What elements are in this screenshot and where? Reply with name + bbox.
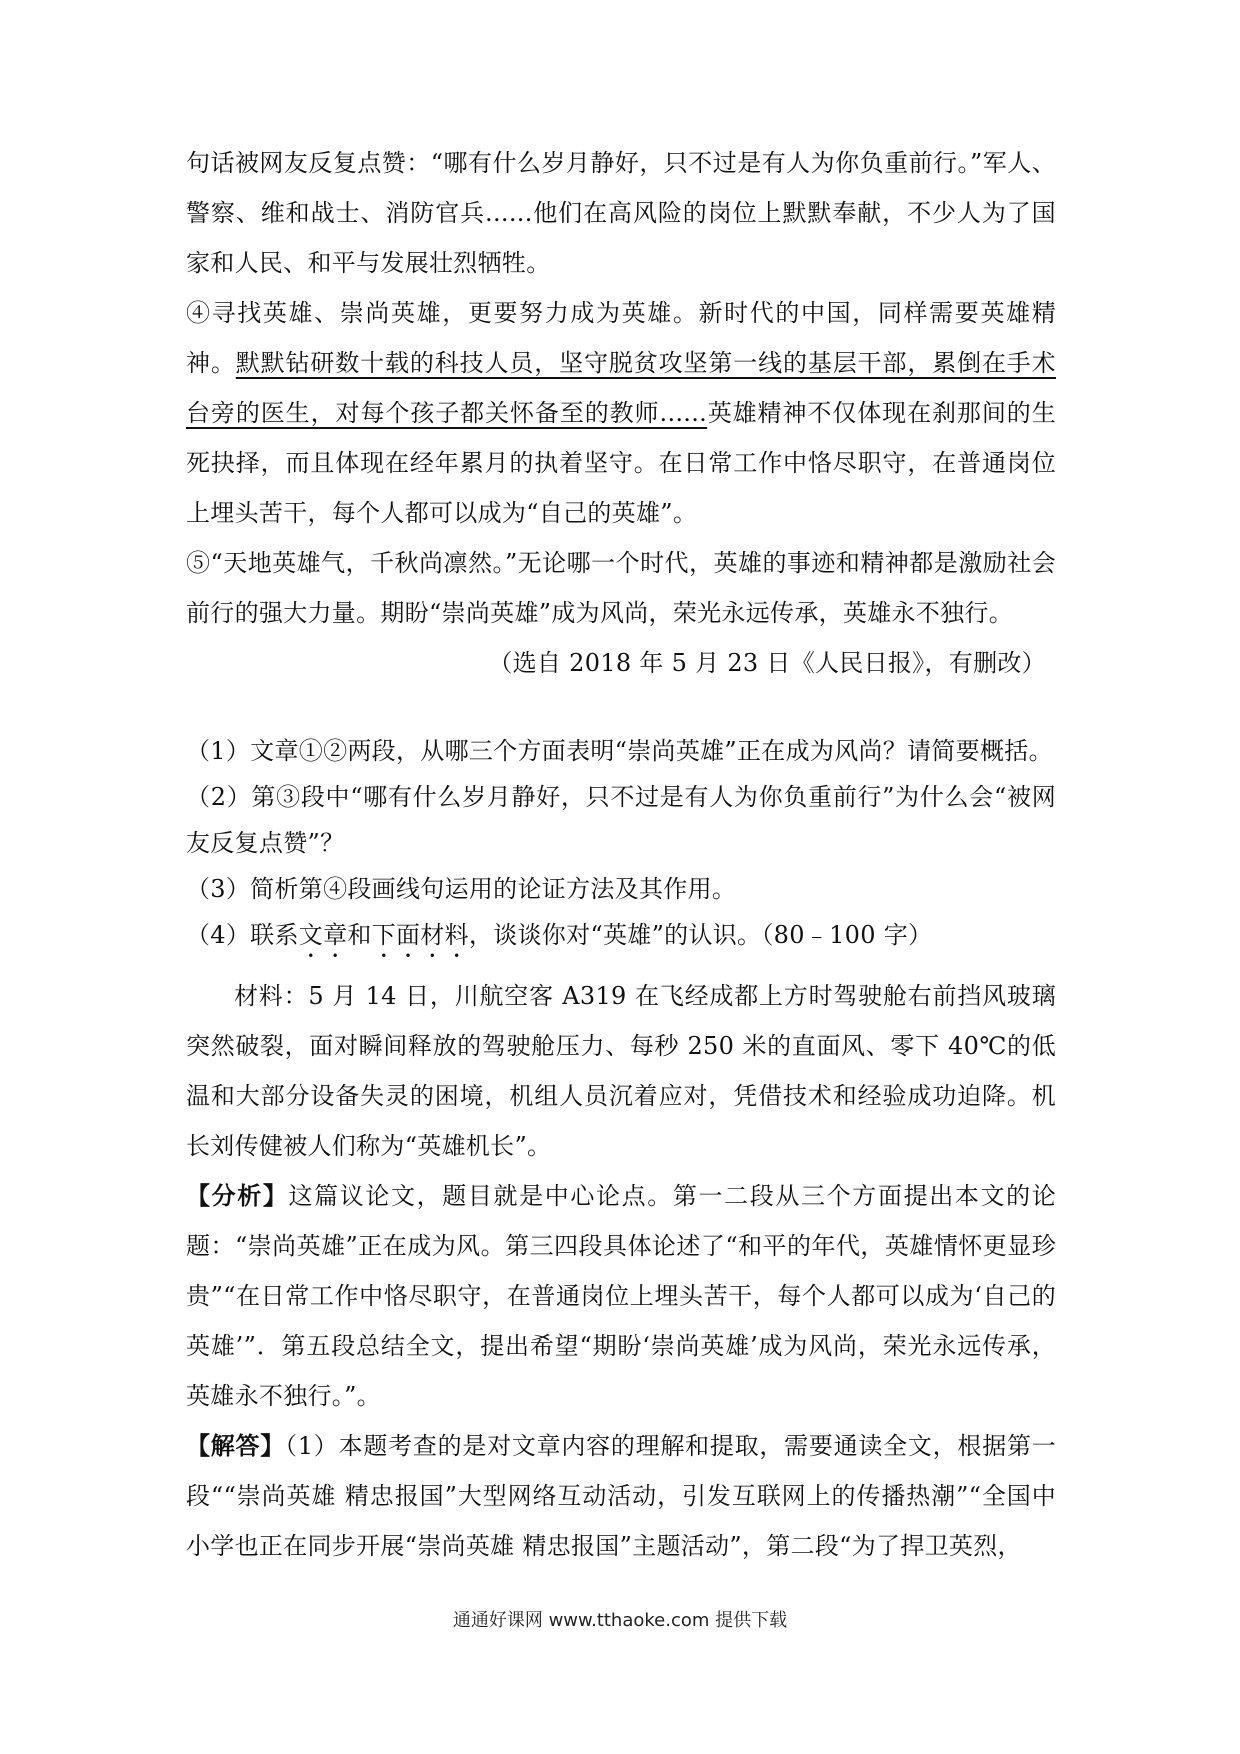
question-4-suffix: ，谈谈你对“英雄”的认识。（80﹣100 字） xyxy=(468,921,933,949)
analysis-paragraph xyxy=(186,1171,1056,1421)
question-2: （2）第③段中“哪有什么岁月静好，只不过是有人为你负重前行”为什么会“被网友反复点赞”？ xyxy=(186,783,1056,857)
question-3: （3）简析第④段画线句运用的论证方法及其作用。 xyxy=(186,875,737,903)
emphasis-text-material: 下面材料 xyxy=(371,921,469,949)
question-4 xyxy=(186,912,1056,963)
question-4-conjunction: 和 xyxy=(347,921,372,949)
question-1: （1）文章①②两段，从哪三个方面表明“崇尚英雄”正在成为风尚？请简要概括。 xyxy=(186,737,1053,765)
analysis-tag: 【分析】 xyxy=(186,1181,289,1210)
answer-text: （1）本题考查的是对文章内容的理解和提取，需要通读全文，根据第一段““崇尚英雄 精忠报国”大型网络互动活动，引发互联网上的传播热潮”“全国中小学也正在同步开展“崇尚英雄 精忠报国”主题活动”，第二段“为了捍卫英烈， xyxy=(186,1432,1057,1560)
answer-paragraph xyxy=(186,1421,1056,1571)
emphasis-text-article: 文章 xyxy=(298,921,348,949)
paragraph-4-lead: ④寻找英雄、崇尚英雄，更要努力成为英雄。新时代的中国，同样需要英雄精神。 xyxy=(186,299,1056,377)
paragraph-4-rest: 英雄精神不仅体现在刹那间的生死抉择，而且体现在经年累月的执着坚守。在日常工作中恪尽职守，在普通岗位上埋头苦干，每个人都可以成为“自己的英雄”。 xyxy=(186,399,1056,527)
paragraph-5: ⑤“天地英雄气，千秋尚凛然。”无论哪一个时代，英雄的事迹和精神都是激励社会前行的强大力量。期盼“崇尚英雄”成为风尚，荣光永远传承，英雄永不独行。 xyxy=(186,549,1056,627)
analysis-text: 这篇议论文，题目就是中心论点。第一二段从三个方面提出本文的论题：“崇尚英雄”正在成为风。第三四段具体论述了“和平的年代，英雄情怀更显珍贵”“在日常工作中恪尽职守，在普通岗位上埋头苦干，每个人都可以成为‘自己的英雄’”．第五段总结全文，提出希望“期盼‘崇尚英雄’成为风尚，荣光永远传承，英雄永不独行。”。 xyxy=(186,1182,1057,1410)
source-citation: （选自 2018 年 5 月 23 日《人民日报》，有删改） xyxy=(488,649,1046,677)
spacer xyxy=(186,688,1056,728)
paragraph-3-continuation: 句话被网友反复点赞：“哪有什么岁月静好，只不过是有人为你负重前行。”军人、警察、维和战士、消防官兵......他们在高风险的岗位上默默奉献，不少人为了国家和人民、和平与发展壮烈牺牲。 xyxy=(186,149,1056,277)
paragraph-4 xyxy=(186,288,1056,538)
answer-tag: 【解答】 xyxy=(186,1431,286,1460)
material-paragraph: 材料：5 月 14 日，川航空客 A319 在飞经成都上方时驾驶舱右前挡风玻璃突然破裂，面对瞬间释放的驾驶舱压力、每秒 250 米的直面风、零下 40℃的低温和大部分设备失灵的困境，机组人员沉着应对，凭借技术和经验成功迫降。机长刘传健被人们称为“英雄机长”。 xyxy=(186,982,1056,1160)
page-footer: 通通好课网 www.tthaoke.com 提供下载 xyxy=(452,1610,788,1631)
underlined-sentence: 默默钻研数十载的科技人员，坚守脱贫攻坚第一线的基层干部，累倒在手术台旁的医生，对每个孩子都关怀备至的教师...... xyxy=(186,349,1056,427)
article-body xyxy=(186,138,1056,1571)
question-4-prefix: （4）联系 xyxy=(186,921,299,949)
